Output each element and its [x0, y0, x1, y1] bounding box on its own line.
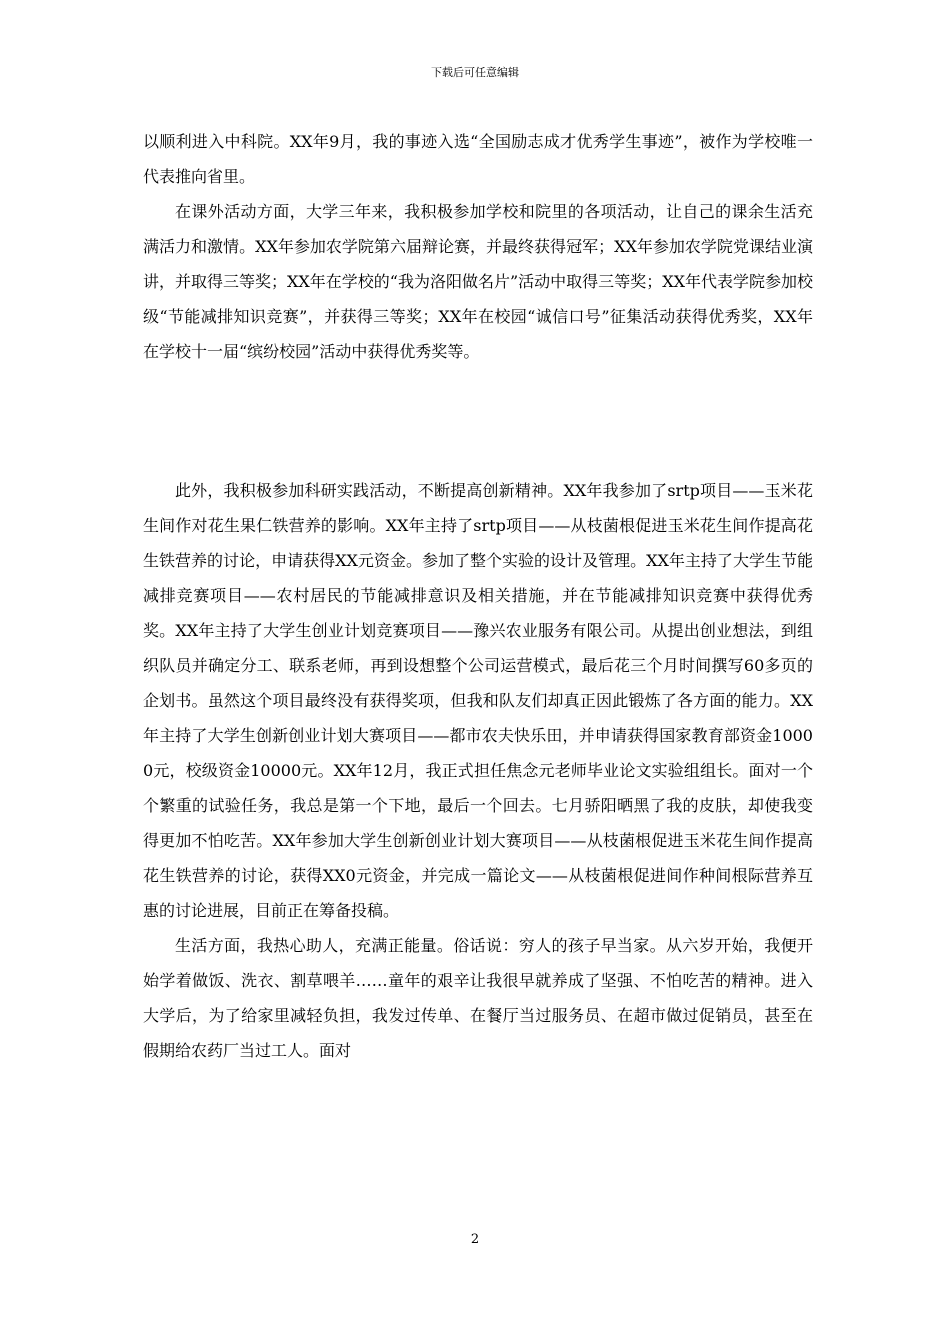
page-header: 下载后可任意编辑 [431, 66, 519, 79]
paragraph-extracurricular: 在课外活动方面，大学三年来，我积极参加学校和院里的各项活动，让自己的课余生活充满活力和激情。XX年参加农学院第六届辩论赛，并最终获得冠军；XX年参加农学院党课结业演讲，并取得三等奖；XX年在学校的“我为洛阳做名片”活动中取得三等奖；XX年代表学院参加校级“节能减排知识竞赛”，并获得三等奖；XX年在校园“诚信口号”征集活动获得优秀奖，XX年在学校十一届“缤纷校园”活动中获得优秀奖等。 [143, 202, 813, 361]
page-number: 2 [470, 1232, 480, 1247]
paragraph-continuation: 以顺利进入中科院。XX年9月，我的事迹入选“全国励志成才优秀学生事迹”，被作为学校唯一代表推向省里。 [143, 132, 813, 186]
paragraph-research: 此外，我积极参加科研实践活动，不断提高创新精神。XX年我参加了srtp项目——玉米花生间作对花生果仁铁营养的影响。XX年主持了srtp项目——从枝菌根促进玉米花生间作提高花生铁营养的讨论，申请获得XX元资金。参加了整个实验的设计及管理。XX年主持了大学生节能减排竞赛项目——农村居民的节能减排意识及相关措施，并在节能减排知识竞赛中获得优秀奖。XX年主持了大学生创业计划竞赛项目——豫兴农业服务有限公司。从提出创业想法，到组织队员并确定分工、联系老师，再到设想整个公司运营模式，最后花三个月时间撰写60多页的企划书。虽然这个项目最终没有获得奖项，但我和队友们却真正因此锻炼了各方面的能力。XX年主持了大学生创新创业计划大赛项目——都市农夫快乐田，并申请获得国家教育部资金10000元，校级资金10000元。XX年12月，我正式担任焦念元老师毕业论文实验组组长。面对一个个繁重的试验任务，我总是第一个下地，最后一个回去。七月骄阳晒黑了我的皮肤，却使我变得更加不怕吃苦。XX年参加大学生创新创业计划大赛项目——从枝菌根促进玉米花生间作提高花生铁营养的讨论，获得XX0元资金，并完成一篇论文——从枝菌根促进间作种间根际营养互惠的讨论进展，目前正在筹备投稿。 [143, 481, 813, 920]
paragraph-life: 生活方面，我热心助人，充满正能量。俗话说：穷人的孩子早当家。从六岁开始，我便开始学着做饭、洗衣、割草喂羊……童年的艰辛让我很早就养成了坚强、不怕吃苦的精神。进入大学后，为了给家里减轻负担，我发过传单、在餐厅当过服务员、在超市做过促销员，甚至在假期给农药厂当过工人。面对 [143, 936, 813, 1060]
document-body [143, 124, 813, 1068]
paragraph-gap [143, 369, 813, 473]
